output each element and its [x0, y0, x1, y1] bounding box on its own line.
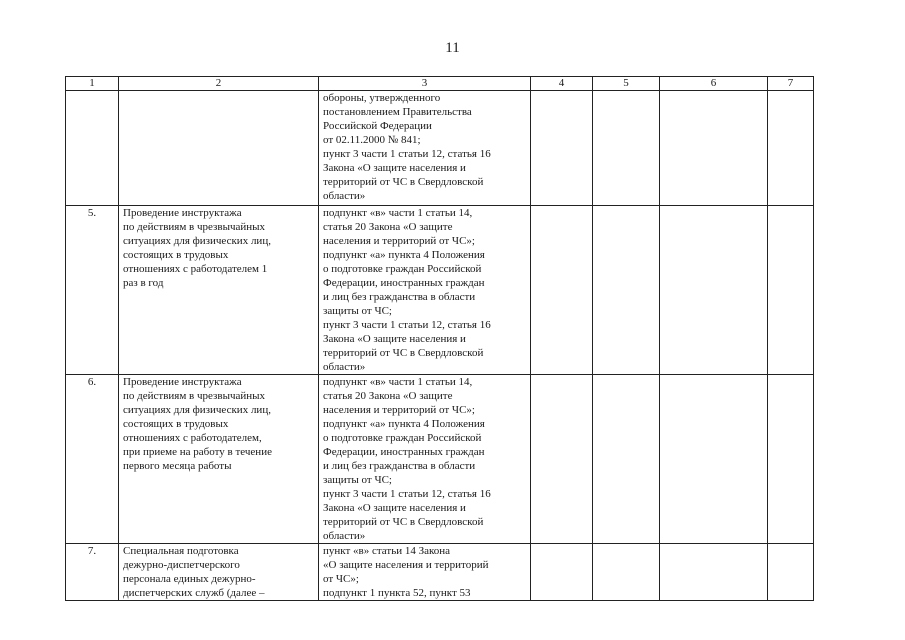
- empty-cell: [593, 91, 660, 206]
- activity-cell: Проведение инструктажа по действиям в чрезвычайных ситуациях для физических лиц, состоящих в трудовых отношениях с работодателем 1 раз в год: [119, 206, 319, 375]
- column-header-1: 1: [66, 77, 119, 91]
- legal-basis-cell: подпункт «в» части 1 статьи 14, статья 20 Закона «О защите населения и территорий от ЧС»; подпункт «а» пункта 4 Положения о подготовке граждан Российской Федерации, иностранных граждан и лиц без гражданства в области защиты от ЧС; пункт 3 части 1 статьи 12, статья 16 Закона «О защите населения и территорий от ЧС в Свердловской области»: [319, 206, 531, 375]
- empty-cell: [531, 91, 593, 206]
- column-header-6: 6: [660, 77, 768, 91]
- column-header-4: 4: [531, 77, 593, 91]
- activity-cell: [119, 91, 319, 206]
- empty-cell: [531, 206, 593, 375]
- activity-cell: Проведение инструктажа по действиям в чрезвычайных ситуациях для физических лиц, состоящих в трудовых отношениях с работодателем, при приеме на работу в течение первого месяца работы: [119, 375, 319, 544]
- header-row: [66, 77, 814, 91]
- empty-cell: [531, 375, 593, 544]
- empty-cell: [660, 544, 768, 601]
- empty-cell: [768, 544, 814, 601]
- legal-basis-cell: обороны, утвержденного постановлением Правительства Российской Федерации от 02.11.2000 № 841; пункт 3 части 1 статьи 12, статья 16 Закона «О защите населения и территорий от ЧС в Свердловской области»: [319, 91, 531, 206]
- legal-basis-cell: подпункт «в» части 1 статьи 14, статья 20 Закона «О защите населения и территорий от ЧС»; подпункт «а» пункта 4 Положения о подготовке граждан Российской Федерации, иностранных граждан и лиц без гражданства в области защиты от ЧС; пункт 3 части 1 статьи 12, статья 16 Закона «О защите населения и территорий от ЧС в Свердловской области»: [319, 375, 531, 544]
- row-number: 5.: [66, 206, 119, 375]
- empty-cell: [660, 206, 768, 375]
- column-header-2: 2: [119, 77, 319, 91]
- table-row-7: [66, 544, 814, 601]
- empty-cell: [593, 544, 660, 601]
- empty-cell: [768, 375, 814, 544]
- column-header-7: 7: [768, 77, 814, 91]
- empty-cell: [593, 206, 660, 375]
- table-row-6: [66, 375, 814, 544]
- page-number: 11: [445, 40, 460, 56]
- column-header-3: 3: [319, 77, 531, 91]
- empty-cell: [660, 375, 768, 544]
- column-header-5: 5: [593, 77, 660, 91]
- table-row-5: [66, 206, 814, 375]
- row-number: [66, 91, 119, 206]
- empty-cell: [660, 91, 768, 206]
- empty-cell: [768, 206, 814, 375]
- document-table: [65, 76, 814, 601]
- activity-cell: Специальная подготовка дежурно-диспетчерского персонала единых дежурно- диспетчерских служб (далее –: [119, 544, 319, 601]
- empty-cell: [768, 91, 814, 206]
- legal-basis-cell: пункт «в» статьи 14 Закона «О защите населения и территорий от ЧС»; подпункт 1 пункта 52, пункт 53: [319, 544, 531, 601]
- empty-cell: [531, 544, 593, 601]
- empty-cell: [593, 375, 660, 544]
- table-row-continuation: [66, 91, 814, 206]
- row-number: 6.: [66, 375, 119, 544]
- row-number: 7.: [66, 544, 119, 601]
